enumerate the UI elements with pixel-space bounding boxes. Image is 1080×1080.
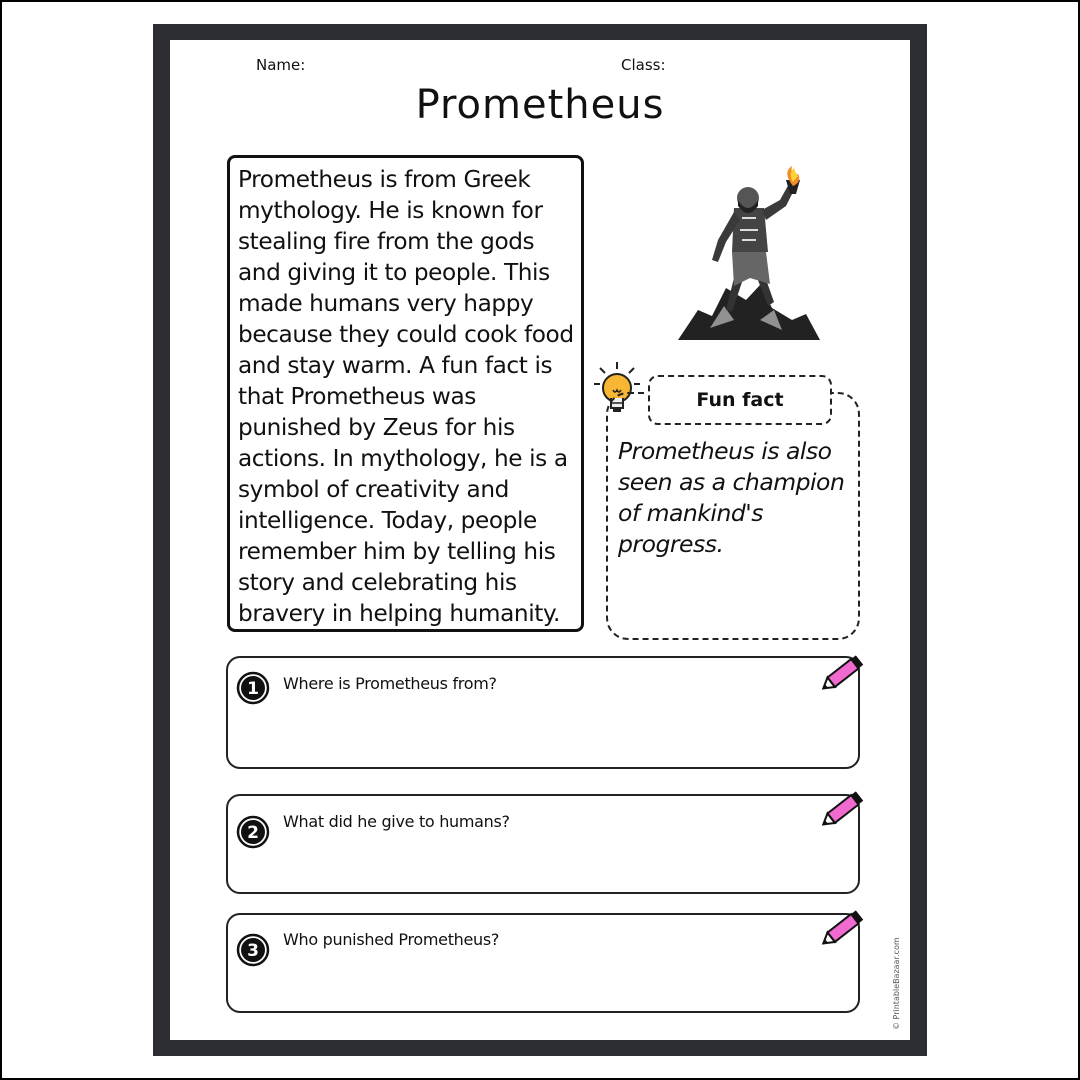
question-number: 3 xyxy=(247,941,259,961)
number-badge-1 xyxy=(236,671,270,705)
answer-box-2[interactable] xyxy=(226,794,860,894)
story-box xyxy=(227,155,584,632)
answer-box-3[interactable] xyxy=(226,913,860,1013)
fun-fact-heading: Fun fact xyxy=(648,375,832,425)
answer-box-1[interactable] xyxy=(226,656,860,769)
prometheus-illustration xyxy=(650,160,850,345)
question-1-text: Where is Prometheus from? xyxy=(283,674,497,693)
question-number: 2 xyxy=(247,823,259,843)
number-badge-3 xyxy=(236,933,270,967)
fun-fact-text: Prometheus is also seen as a champion of mankind's progress. xyxy=(618,437,845,558)
number-badge-2 xyxy=(236,815,270,849)
question-3-text: Who punished Prometheus? xyxy=(283,930,500,949)
page-title: Prometheus xyxy=(415,82,665,128)
question-2-text: What did he give to humans? xyxy=(283,812,510,831)
pencil-icon xyxy=(818,786,868,832)
story-text: Prometheus is from Greek mythology. He is known for stealing fire from the gods and giving it to people. This made humans very happy because they could cook food and stay warm. A fun fact is that Prometheus was punished by Zeus for his actions. In mythology, he is a symbol of creativity and intelligence. Today, people remember him by telling his story and celebrating his bravery in helping humanity. xyxy=(238,166,574,627)
name-label: Name: xyxy=(256,56,306,74)
pencil-icon xyxy=(818,650,868,696)
class-label: Class: xyxy=(621,56,666,74)
watermark: © PrintableBazaar.com xyxy=(892,937,901,1030)
question-number: 1 xyxy=(247,679,259,699)
pencil-icon xyxy=(818,905,868,951)
